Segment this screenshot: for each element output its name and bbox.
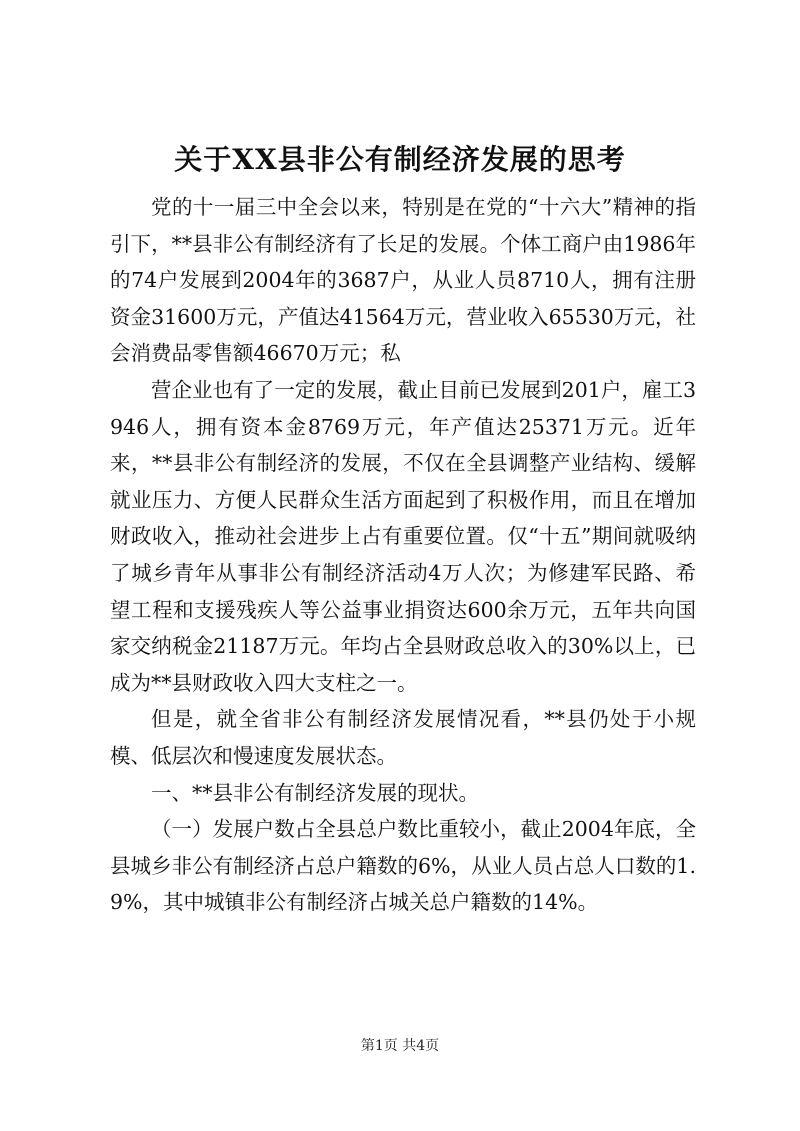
paragraph-4: （一）发展户数占全县总户数比重较小，截止2004年底，全县城乡非公有制经济占总户籍数的6%，从业人员占总人口数的1.9%，其中城镇非公有制经济占城关总户籍数的14%。 (110, 817, 696, 915)
paragraph-2: 营企业也有了一定的发展，截止目前已发展到201户，雇工3946人，拥有资本金8769万元，年产值达25371万元。近年来，**县非公有制经济的发展，不仅在全县调整产业结构、缓解就业压力、方便人民群众生活方面起到了积极作用，而且在增加财政收入，推动社会进步上占有重要位置。仅“十五”期间就吸纳了城乡青年从事非公有制经济活动4万人次；为修建军民路、希望工程和支援残疾人等公益事业捐资达600余万元，五年共向国家交纳税金21187万元。年均占全县财政总收入的30%以上，已成为**县财政收入四大支柱之一。 (110, 377, 696, 695)
document-title: 关于XX县非公有制经济发展的思考 (174, 143, 626, 176)
paragraph-3: 但是，就全省非公有制经济发展情况看，**县仍处于小规模、低层次和慢速度发展状态。 (110, 707, 696, 768)
document-body (110, 189, 696, 921)
paragraph-1: 党的十一届三中全会以来，特别是在党的“十六大”精神的指引下，**县非公有制经济有了长足的发展。个体工商户由1986年的74户发展到2004年的3687户，从业人员8710人，拥有注册资金31600万元，产值达41564万元，营业收入65530万元，社会消费品零售额46670万元；私 (110, 195, 696, 366)
page-footer: 第1页 共4页 (360, 1038, 440, 1054)
section-heading: 一、**县非公有制经济发展的现状。 (151, 780, 479, 805)
